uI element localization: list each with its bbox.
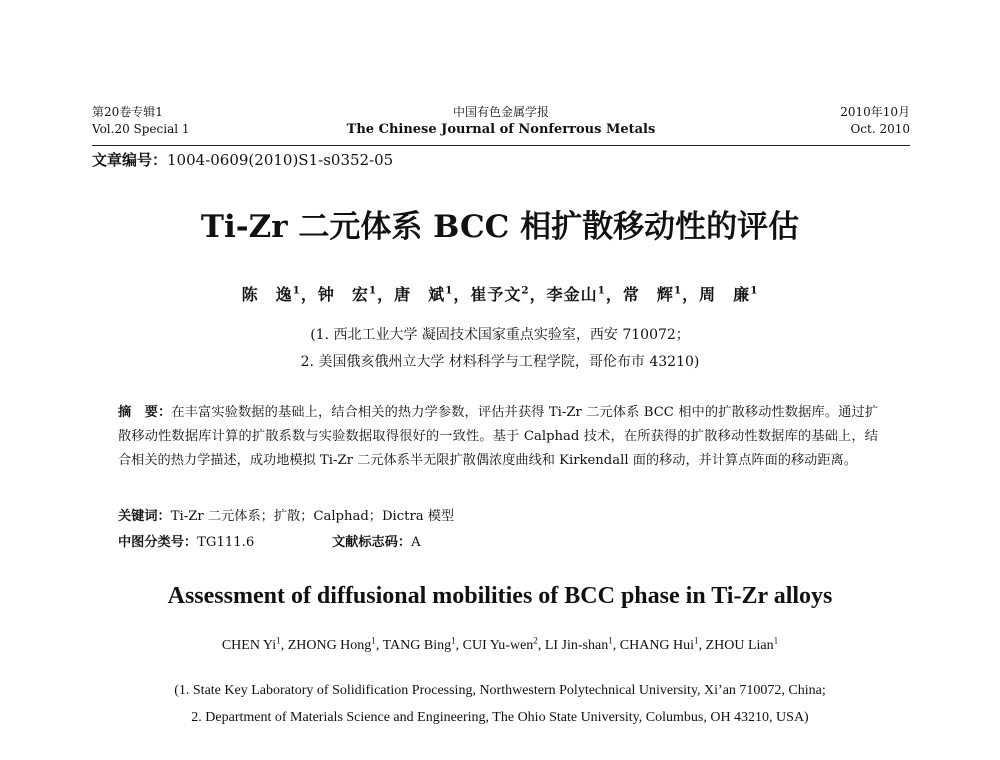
affiliation-en-2: 2. Department of Materials Science and Engineering, The Ohio State University, Columbus, OH 43210, USA) <box>191 710 809 725</box>
cn-author-separator: ， <box>453 285 471 304</box>
author-list-en <box>0 636 1000 656</box>
classification-value: TG111.6 <box>197 535 255 550</box>
running-header <box>92 104 910 148</box>
cn-author-name: 周 廉 <box>699 285 751 304</box>
affiliation-cn-1: (1. 西北工业大学 凝固技术国家重点实验室，西安 710072； <box>310 327 690 343</box>
document-code <box>332 533 421 553</box>
cn-author-separator: ， <box>300 285 318 304</box>
cn-author-affiliation-mark: 1 <box>445 284 454 297</box>
en-author <box>221 635 281 653</box>
en-author-separator: , <box>280 638 288 653</box>
abstract <box>118 401 878 473</box>
issue-date-cn: 2010年10月 <box>840 105 910 119</box>
en-author-separator: , <box>455 638 463 653</box>
journal-name-en: The Chinese Journal of Nonferrous Metals <box>346 122 656 137</box>
article-number <box>92 150 393 170</box>
author-list-cn <box>0 283 1000 307</box>
cn-author-affiliation-mark: 1 <box>597 284 606 297</box>
en-author-separator: , <box>537 638 545 653</box>
affiliation-cn-2: 2. 美国俄亥俄州立大学 材料科学与工程学院，哥伦布市 43210) <box>300 354 700 370</box>
en-author <box>544 635 613 653</box>
journal-name-cn: 中国有色金属学报 <box>452 105 549 119</box>
classification-number <box>118 533 254 553</box>
abstract-text: 在丰富实验数据的基础上，结合相关的热力学参数，评估并获得 Ti-Zr 二元体系 BCC 相中的扩散移动性数据库。通过扩散移动性数据库计算的扩散系数与实验数据取得很好的一致性。基于 Calphad 技术，在所获得的扩散移动性数据库的基础上，结合相关的热力学描述，成功地模拟 Ti-Zr 二元体系半无限扩散偶浓度曲线和 Kirkendall 面的移动，并计算点阵面的移动距离。 <box>118 405 879 468</box>
article-number-value: 1004-0609(2010)S1-s0352-05 <box>167 151 394 169</box>
en-author <box>619 635 699 653</box>
en-author-affiliation-mark: 1 <box>371 635 376 646</box>
document-code-label: 文献标志码： <box>332 535 412 550</box>
volume-en: Vol.20 Special 1 <box>92 122 190 136</box>
en-author-separator: , <box>698 638 706 653</box>
cn-author-affiliation-mark: 1 <box>673 284 683 297</box>
en-author-separator: , <box>375 638 383 653</box>
journal-name <box>92 104 910 138</box>
keywords-text: Ti-Zr 二元体系；扩散；Calphad；Dictra 模型 <box>170 509 455 524</box>
cn-author-separator: ， <box>682 285 700 304</box>
cn-author <box>470 285 529 304</box>
en-author-name: CHEN Yi <box>221 638 277 653</box>
cn-author-affiliation-mark: 1 <box>368 284 378 297</box>
cn-author <box>547 285 606 304</box>
paper-title-cn: Ti-Zr 二元体系 BCC 相扩散移动性的评估 <box>200 209 800 245</box>
en-author-affiliation-mark: 2 <box>533 635 538 646</box>
cn-author <box>242 285 301 304</box>
en-author-name: ZHONG Hong <box>287 638 372 653</box>
en-author <box>382 635 456 653</box>
en-author-affiliation-mark: 1 <box>773 635 779 646</box>
en-author-name: TANG Bing <box>382 638 452 653</box>
cn-author-name: 李金山 <box>546 285 598 304</box>
cn-author-affiliation-mark: 2 <box>521 284 530 297</box>
cn-author-separator: ， <box>605 285 623 304</box>
en-author-name: ZHOU Lian <box>705 638 774 653</box>
affiliation-en-1: (1. State Key Laboratory of Solidification Processing, Northwestern Polytechnical University, Xi’an 710072, China; <box>174 683 826 698</box>
cn-author <box>623 285 682 304</box>
cn-author <box>394 285 453 304</box>
en-author-separator: , <box>612 638 620 653</box>
en-author <box>462 635 538 653</box>
en-author-affiliation-mark: 1 <box>694 635 699 646</box>
en-author-name: CUI Yu-wen <box>462 638 534 653</box>
en-author <box>705 635 779 653</box>
cn-author-affiliation-mark: 1 <box>750 284 759 297</box>
cn-author-name: 常 辉 <box>622 285 674 304</box>
document-code-value: A <box>411 535 421 550</box>
cn-author-affiliation-mark: 1 <box>292 284 301 297</box>
cn-author <box>318 285 377 304</box>
keywords-label: 关键词： <box>118 509 171 524</box>
issue-date <box>840 104 910 138</box>
cn-author-name: 唐 斌 <box>394 285 446 304</box>
en-author-name: LI Jin-shan <box>544 638 609 653</box>
volume-cn: 第20卷专辑1 <box>92 105 163 119</box>
cn-author-separator: ， <box>377 285 395 304</box>
en-author-affiliation-mark: 1 <box>276 635 281 646</box>
cn-author-separator: ， <box>529 285 547 304</box>
article-number-label: 文章编号： <box>92 151 168 169</box>
en-author-name: CHANG Hui <box>619 638 695 653</box>
cn-author <box>699 285 758 304</box>
cn-author-name: 陈 逸 <box>241 285 293 304</box>
keywords <box>118 507 454 527</box>
classification-label: 中图分类号： <box>118 535 198 550</box>
cn-author-name: 崔予文 <box>470 285 522 304</box>
cn-author-name: 钟 宏 <box>317 285 369 304</box>
abstract-label: 摘 要： <box>118 405 172 420</box>
en-author-affiliation-mark: 1 <box>608 635 613 646</box>
paper-title-en: Assessment of diffusional mobilities of BCC phase in Ti-Zr alloys <box>167 583 833 609</box>
en-author <box>287 635 376 653</box>
header-rule <box>92 145 910 146</box>
issue-date-en: Oct. 2010 <box>850 122 910 136</box>
en-author-affiliation-mark: 1 <box>451 635 456 646</box>
